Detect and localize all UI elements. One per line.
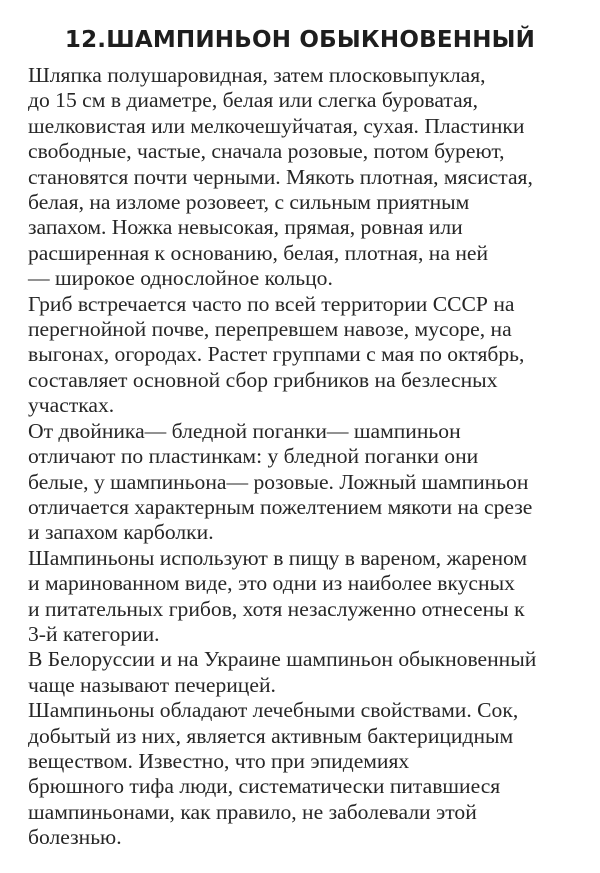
text-line: 3-й категории. [28,621,160,646]
text-line: шампиньонами, как правило, не заболевали этой [28,799,477,824]
text-line: перегнойной почве, перепревшем навозе, мусоре, на [28,317,512,342]
text-line: становятся почти черными. Мякоть плотная, мясистая, [28,164,533,189]
text-line: Шампиньоны обладают лечебными свойствами. Сок, [28,698,519,723]
text-line: В Белоруссии и на Украине шампиньон обыкновенный [28,647,537,672]
text-line: и запахом карболки. [28,520,214,545]
text-line: участках. [28,393,115,418]
text-line: Гриб встречается часто по всей территории СССР на [28,291,515,316]
text-line: выгонах, огородах. Растет группами с мая по октябрь, [28,342,525,367]
text-line: От двойника— бледной поганки— шампиньон [28,418,461,443]
page-title: 12.ШАМПИНЬОН ОБЫКНОВЕННЫЙ [64,27,536,53]
text-line: запахом. Ножка невысокая, прямая, ровная или [28,215,463,240]
article-body [28,63,588,851]
text-line: свободные, частые, сначала розовые, потом буреют, [28,139,505,164]
text-line: белая, на изломе розовеет, с сильным приятным [28,190,470,215]
text-line: и питательных грибов, хотя незаслуженно отнесены к [28,596,525,621]
text-line: до 15 см в диаметре, белая или слегка буроватая, [28,88,478,113]
text-line: расширенная к основанию, белая, плотная, на ней [28,240,489,265]
text-line: брюшного тифа люди, систематически питавшиеся [28,774,501,799]
text-line: отличается характерным пожелтением мякоти на срезе [28,494,533,519]
text-line: Шляпка полушаровидная, затем плосковыпуклая, [28,63,486,87]
text-line: и маринованном виде, это одни из наиболее вкусных [28,571,515,596]
text-line: — широкое однослойное кольцо. [28,266,333,291]
text-line: составляет основной сбор грибников на безлесных [28,367,498,392]
text-line: отличают по пластинкам: у бледной поганки они [28,444,479,469]
text-line: болезнью. [28,825,122,850]
text-line: добытый из них, является активным бактерицидным [28,723,514,748]
text-line: белые, у шампиньона— розовые. Ложный шампиньон [28,469,529,494]
text-line: шелковистая или мелкочешуйчатая, сухая. Пластинки [28,113,525,138]
text-line: Шампиньоны используют в пищу в вареном, жареном [28,545,528,570]
text-line: веществом. Известно, что при эпидемиях [28,748,410,773]
text-line: чаще называют печерицей. [28,672,276,697]
